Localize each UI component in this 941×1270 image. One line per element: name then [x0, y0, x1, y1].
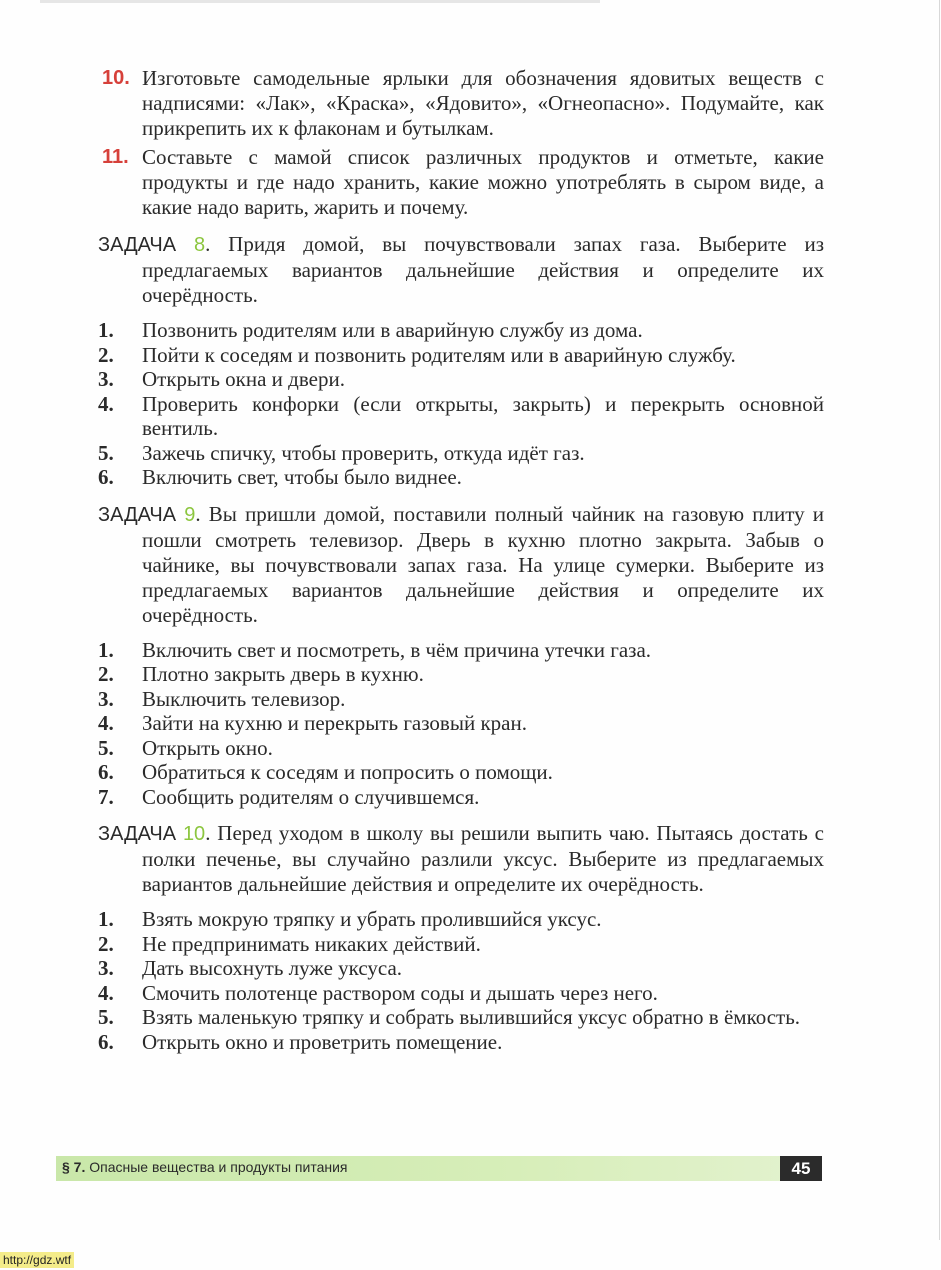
option-text: Включить свет, чтобы было виднее.: [142, 465, 462, 489]
task-text: . Вы пришли домой, поставили полный чайник на газовую плиту и пошли смотреть телевизор. Дверь в кухню плотно закрыта. Забыв о чайнике, вы почувствовали запах газа. На улице сумерки. Выберите из предлагаемых вариантов дальнейшие действия и определите их очерёдность.: [142, 501, 824, 627]
option-item: [98, 465, 824, 490]
option-number: 3.: [98, 367, 114, 391]
task-text: . Перед уходом в школу вы решили выпить чаю. Пытаясь достать с полки печенье, вы случайно разлили уксус. Выберите из предлагаемых вариантов дальнейшие действия и определите их очерёдность.: [142, 821, 825, 896]
option-number: 7.: [98, 784, 114, 809]
option-item: [98, 1005, 824, 1030]
option-text: Открыть окно.: [142, 735, 273, 760]
task-8-options: [98, 318, 824, 490]
task-number: 8: [193, 234, 206, 256]
exercise-10: [98, 66, 824, 141]
option-text: Сообщить родителям о случившемся.: [142, 784, 480, 809]
section-label: [62, 1159, 348, 1175]
option-number: 4.: [98, 980, 114, 1005]
option-item: [98, 760, 824, 785]
option-item: [98, 662, 824, 687]
exercise-text: Изготовьте самодельные ярлыки для обозначения ядовитых веществ с надписями: «Лак», «Краска», «Ядовито», «Огнеопасно». Подумайте, как прикрепить их к флаконам и бутылкам.: [142, 66, 824, 140]
option-text: Позвонить родителям или в аварийную службу из дома.: [142, 318, 643, 342]
option-item: [98, 687, 824, 712]
option-item: [98, 392, 824, 441]
option-number: 1.: [98, 318, 114, 342]
watermark-link[interactable]: http://gdz.wtf: [0, 1252, 74, 1268]
option-item: [98, 367, 824, 392]
option-item: [98, 736, 824, 761]
option-number: 6.: [98, 465, 114, 489]
option-text: Смочить полотенце раствором соды и дышать через него.: [142, 980, 658, 1005]
page-number: 45: [780, 1156, 822, 1181]
option-text: Обратиться к соседям и попросить о помощи.: [142, 760, 553, 784]
task-text: . Придя домой, вы почувствовали запах газа. Выберите из предлагаемых вариантов дальнейшие действия и определите их очерёдность.: [142, 232, 824, 307]
option-number: 2.: [98, 342, 114, 367]
option-text: Взять маленькую тряпку и собрать вылившийся уксус обратно в ёмкость.: [142, 1005, 801, 1029]
task-9-options: [98, 638, 824, 810]
option-number: 4.: [98, 711, 114, 735]
option-item: [98, 1030, 824, 1055]
option-number: 4.: [98, 391, 114, 416]
task-number: 9: [184, 503, 196, 526]
task-keyword: ЗАДАЧА: [98, 234, 177, 256]
option-item: [98, 343, 824, 368]
option-number: 6.: [98, 760, 114, 784]
option-number: 3.: [98, 686, 114, 711]
option-number: 1.: [98, 907, 114, 931]
option-number: 2.: [98, 931, 114, 956]
option-number: 1.: [98, 637, 114, 662]
option-item: [98, 932, 824, 957]
option-item: [98, 638, 824, 663]
task-keyword: ЗАДАЧА: [98, 823, 177, 845]
option-text: Пойти к соседям и позвонить родителям или в аварийную службу.: [142, 342, 736, 367]
task-10-options: [98, 907, 824, 1054]
option-text: Выключить телевизор.: [142, 686, 346, 711]
option-item: [98, 711, 824, 736]
task-10: [98, 821, 824, 897]
option-text: Не предпринимать никаких действий.: [142, 931, 481, 956]
option-text: Зажечь спичку, чтобы проверить, откуда идёт газ.: [142, 440, 585, 465]
option-text: Взять мокрую тряпку и убрать пролившийся уксус.: [142, 907, 602, 931]
option-item: [98, 907, 824, 932]
exercise-11: [98, 145, 824, 220]
option-item: [98, 956, 824, 981]
option-item: [98, 785, 824, 810]
top-edge-line: [40, 0, 600, 3]
task-9: [98, 502, 824, 628]
option-number: 3.: [98, 956, 114, 980]
option-text: Зайти на кухню и перекрыть газовый кран.: [142, 711, 527, 735]
task-8: [98, 232, 824, 308]
page-footer: [56, 1156, 822, 1181]
option-item: [98, 441, 824, 466]
option-text: Включить свет и посмотреть, в чём причина утечки газа.: [142, 637, 652, 662]
option-text: Дать высохнуть луже уксуса.: [142, 956, 403, 980]
option-item: [98, 318, 824, 343]
page-content: [98, 66, 824, 1054]
task-keyword: ЗАДАЧА: [98, 503, 177, 526]
section-title: Опасные вещества и продукты питания: [89, 1159, 348, 1175]
page-edge: [939, 0, 940, 1240]
task-number: 10: [182, 823, 206, 845]
option-text: Открыть окна и двери.: [142, 367, 345, 391]
option-number: 6.: [98, 1029, 114, 1054]
option-number: 5.: [98, 735, 114, 760]
option-number: 2.: [98, 662, 114, 686]
option-item: [98, 981, 824, 1006]
section-number: § 7.: [62, 1159, 86, 1175]
option-number: 5.: [98, 1005, 114, 1029]
exercise-number: 10.: [102, 67, 130, 89]
option-text: Плотно закрыть дверь в кухню.: [142, 662, 424, 686]
exercise-number: 11.: [102, 146, 129, 168]
option-text: Открыть окно и проветрить помещение.: [142, 1029, 503, 1054]
option-number: 5.: [98, 440, 114, 465]
option-text: Проверить конфорки (если открыты, закрыть) и перекрыть основной вентиль.: [142, 391, 824, 440]
exercise-text: Составьте с мамой список различных продуктов и отметьте, какие продукты и где надо хранить, какие можно употреблять в сыром виде, а какие надо варить, жарить и почему.: [142, 145, 824, 219]
